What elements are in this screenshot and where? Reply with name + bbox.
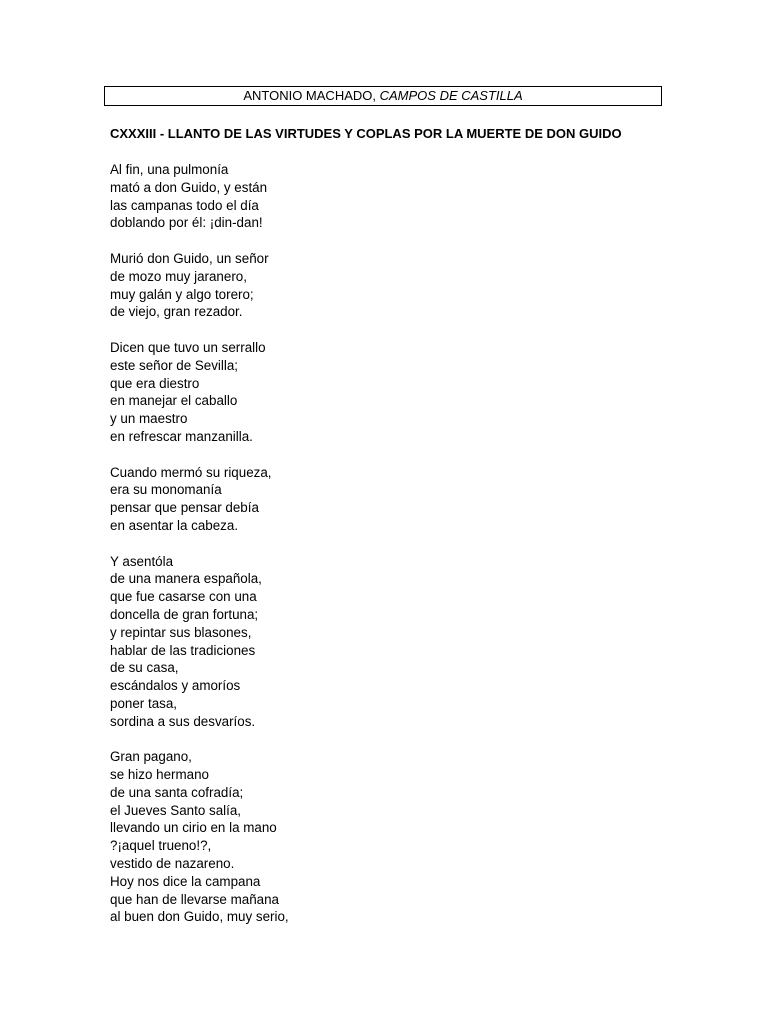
- verse-line: en asentar la cabeza.: [110, 517, 239, 533]
- verse-line: pensar que pensar debía: [110, 500, 259, 516]
- verse-line: Cuando mermó su riqueza,: [110, 464, 272, 480]
- verse-line: y repintar sus blasones,: [110, 624, 252, 640]
- poem-title: CXXXIII - LLANTO DE LAS VIRTUDES Y COPLAS POR LA MUERTE DE DON GUIDO: [110, 126, 622, 141]
- verse-line: poner tasa,: [110, 695, 177, 711]
- verse-line: Hoy nos dice la campana: [110, 873, 261, 889]
- verse-line: de viejo, gran rezador.: [110, 304, 243, 320]
- verse-line: en manejar el caballo: [110, 393, 238, 409]
- verse-line: Y asentóla: [110, 553, 174, 569]
- poem-body: [110, 161, 650, 944]
- stanza: [110, 250, 650, 321]
- verse-line: al buen don Guido, muy serio,: [110, 909, 289, 925]
- verse-line: de su casa,: [110, 660, 179, 676]
- stanza: [110, 339, 650, 446]
- verse-line: se hizo hermano: [110, 767, 209, 783]
- header-author: ANTONIO MACHADO,: [243, 88, 380, 103]
- verse-line: llevando un cirio en la mano: [110, 820, 277, 836]
- document-header: [104, 86, 662, 106]
- verse-line: Gran pagano,: [110, 749, 192, 765]
- verse-line: mató a don Guido, y están: [110, 179, 268, 195]
- verse-line: de mozo muy jaranero,: [110, 268, 247, 284]
- stanza: [110, 748, 650, 926]
- verse-line: de una santa cofradía;: [110, 784, 244, 800]
- verse-line: vestido de nazareno.: [110, 856, 235, 872]
- verse-line: este señor de Sevilla;: [110, 357, 239, 373]
- verse-line: Murió don Guido, un señor: [110, 250, 269, 266]
- verse-line: sordina a sus desvaríos.: [110, 713, 256, 729]
- verse-line: hablar de las tradiciones: [110, 642, 256, 658]
- verse-line: que fue casarse con una: [110, 589, 257, 605]
- verse-line: muy galán y algo torero;: [110, 286, 254, 302]
- verse-line: doncella de gran fortuna;: [110, 606, 259, 622]
- verse-line: que era diestro: [110, 375, 200, 391]
- stanza: [110, 464, 650, 535]
- verse-line: el Jueves Santo salía,: [110, 802, 242, 818]
- stanza: [110, 553, 650, 731]
- verse-line: doblando por él: ¡din-dan!: [110, 215, 263, 231]
- verse-line: escándalos y amoríos: [110, 678, 241, 694]
- verse-line: en refrescar manzanilla.: [110, 428, 253, 444]
- verse-line: Dicen que tuvo un serrallo: [110, 339, 266, 355]
- verse-line: de una manera española,: [110, 571, 262, 587]
- verse-line: era su monomanía: [110, 482, 222, 498]
- header-work-title: CAMPOS DE CASTILLA: [379, 88, 523, 103]
- verse-line: que han de llevarse mañana: [110, 891, 279, 907]
- verse-line: ?¡aquel trueno!?,: [110, 838, 212, 854]
- verse-line: las campanas todo el día: [110, 197, 259, 213]
- verse-line: y un maestro: [110, 411, 188, 427]
- stanza: [110, 161, 650, 232]
- verse-line: Al fin, una pulmonía: [110, 162, 229, 177]
